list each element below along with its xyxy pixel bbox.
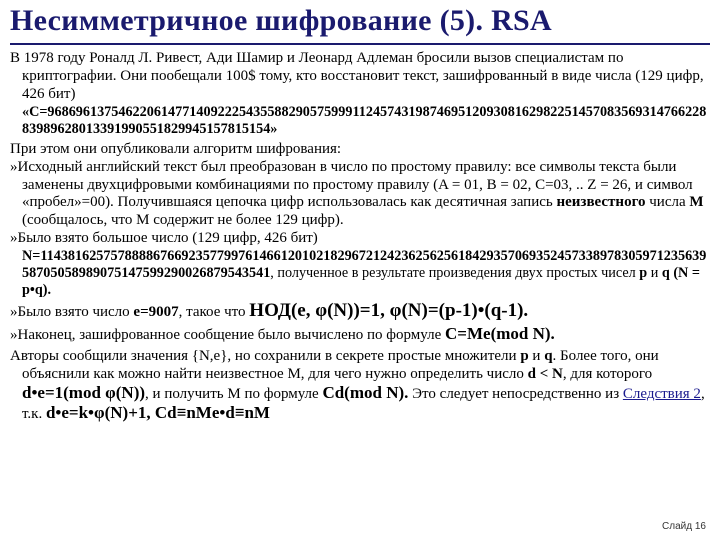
algorithm-intro: При этом они опубликовали алгоритм шифрования:	[10, 140, 342, 157]
authors-e: , и получить M по формуле	[145, 385, 323, 402]
authors-a: Авторы сообщили значения {N,e}, но сохранили в секрете простые множители	[10, 347, 521, 364]
authors-f: Это следует непосредственно из	[408, 385, 623, 402]
bullet-cipher-text: »Наконец, зашифрованное сообщение было вычислено по формуле	[10, 327, 446, 344]
e-value: e=9007	[133, 304, 179, 321]
authors-and: и	[528, 347, 545, 364]
bullet-e-text: »Было взято число	[10, 304, 134, 321]
corollary-link[interactable]: Следствия 2	[622, 385, 701, 402]
authors-c: , для которого	[562, 365, 653, 382]
authors-b: . Более того, они объяснили как можно найти неизвестное M, для чего нужно определить число	[22, 347, 659, 382]
bullet-e-mid: , такое что	[178, 304, 250, 321]
bullet-encoding-text: »Исходный английский текст был преобразован в число по простому правилу: все символы текста были заменены двухцифровыми комбинациями по простому правилу (A = 01, B = 02, C=03, .. Z = 26, и символ «пробел»=00). Получившаяся цепочка цифр использовалась как десятичная запись	[10, 158, 693, 211]
intro-paragraph: В 1978 году Роналд Л. Ривест, Ади Шамир и Леонард Адлеман бросили вызов специалистам по криптографии. Они пообещали 100$ тому, кто восстановит текст, зашифрованный в виде числа (129 цифр, 426 бит)	[10, 50, 704, 102]
cipher-formula: C=Me(mod N).	[445, 324, 555, 344]
n-equation: (N = p•q).	[22, 265, 700, 299]
authors-g: , т.к.	[22, 385, 705, 422]
prime-and: и	[647, 265, 662, 282]
slide-number: Слайд 16	[662, 521, 706, 532]
n-value: N=114381625757888867669235779976146612010218296721242362562561842935706935245733897830597123563958705058989075147599290026879543541	[22, 248, 707, 282]
authors-q: q	[544, 347, 553, 364]
bullet-encoding-text2: числа	[645, 194, 690, 211]
gcd-formula: НОД(e, φ(N))=1, φ(N)=(p-1)•(q-1).	[249, 300, 529, 322]
bullet-encoding-text3: (сообщалось, что M содержит не более 129 цифр).	[22, 212, 344, 229]
authors-p: p	[520, 347, 529, 364]
prime-p: p	[639, 265, 648, 282]
page-title: Несимметричное шифрование (5). RSA	[10, 4, 552, 37]
de-formula: d•e=1(mod φ(N))	[22, 382, 146, 402]
prime-q: q	[661, 265, 670, 282]
authors-paragraph	[10, 348, 710, 424]
title-divider	[10, 43, 710, 45]
bullet-encoding	[10, 159, 710, 231]
decrypt-formula: Cd(mod N).	[322, 382, 409, 402]
bullet-e	[10, 302, 710, 322]
c-value: «C=96869613754622061477140922254355882905759991124574319874695120930816298225145708356931476622883989628013391990551829945157815154»	[22, 103, 707, 137]
bullet-n: »Было взято большое число (129 цифр, 426 бит)	[10, 230, 318, 247]
authors-d: d < N	[527, 365, 563, 382]
bullet-cipher	[10, 325, 710, 345]
n-tail: , полученное в результате произведения двух простых чисел	[270, 265, 640, 282]
bullet-encoding-bold: неизвестного	[556, 194, 646, 211]
final-formula: d•e=k•φ(N)+1, Cd≡nMe•d≡nM	[45, 402, 270, 422]
n-paragraph	[10, 248, 710, 299]
slide-body	[10, 50, 710, 424]
bullet-encoding-m: M	[689, 194, 704, 211]
